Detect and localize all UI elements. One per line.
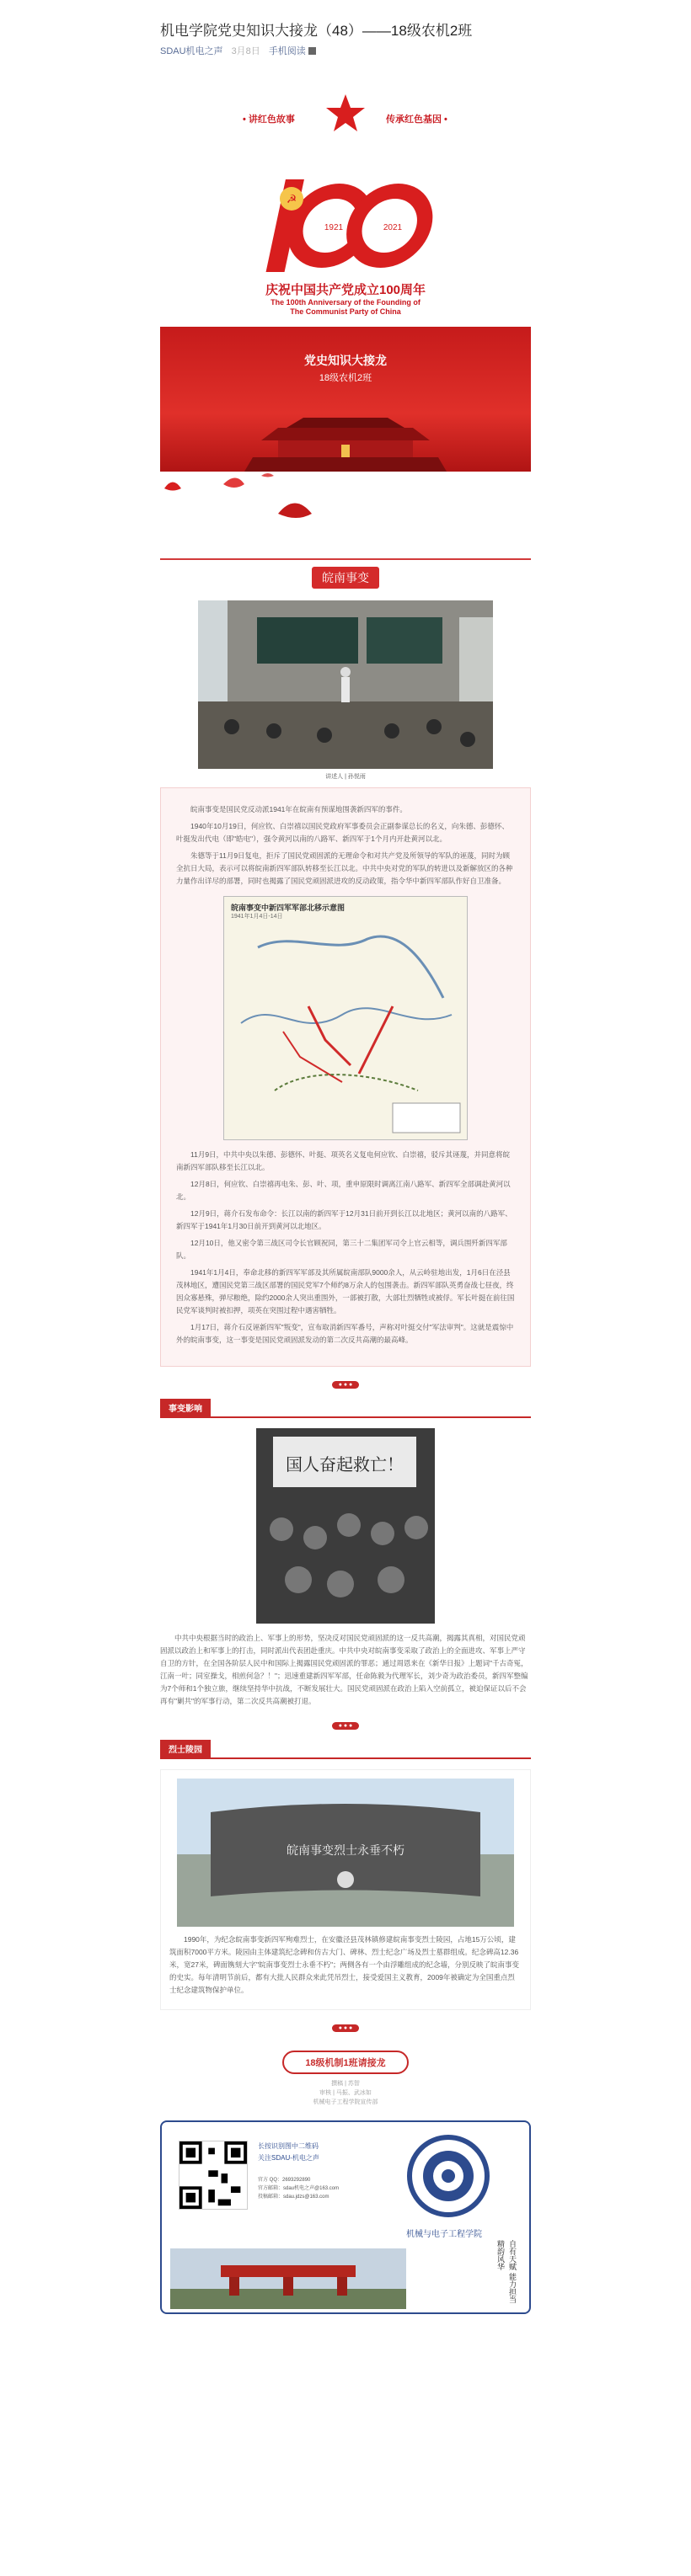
hundred-years-logo [261,175,438,276]
wannan-story-box [160,787,531,1367]
decorative-dots: ● ● ● [160,2019,531,2034]
svg-text:☭: ☭ [286,192,297,205]
year-left: 1921 [324,223,344,232]
tiananmen-gate-illustration [244,403,447,472]
paragraph: 11月9日，中共中央以朱德、彭德怀、叶挺、项英名义复电何应钦、白崇禧，驳斥其诬蔑，并同意将皖南新四军部队移至长江以北。 [176,1150,511,1171]
classroom-photo [198,600,493,769]
qr-code[interactable] [179,2141,248,2210]
contact-qq: 官方 QQ：2693292890 [258,2178,311,2183]
school-card [160,2120,531,2314]
contact-info [258,2176,339,2201]
paragraph: 中共中央根据当时的政治上、军事上的形势，坚决反对国民党顽固派的这一反共高潮，揭露其真相，对国民党顽固派以政治上和军事上的打击，同时派出代表团赴重庆。中共中央对皖南事变采取了政治上的全面进攻、军事上严守自卫的方针，在全国各阶层人民中和国际上揭露国民党顽固派的罪恶；通过周恩来在《新华日报》上题词"千古奇冤，江南一叶；同室操戈，相煎何急？！"；迅速重建新四军军部，任命陈毅为代理军长，刘少奇为政治委员，新四军整编为7个师和1个独立旅，继续坚持华中抗战，不断发展壮大。国民党顽固派在政治上陷入空前孤立，被迫保证以后不会再有"剿共"的军事行动，第二次反共高潮被打退。 [160,1634,528,1705]
paragraph: 朱德等于11月9日复电，拒斥了国民党顽固派的无理命令和对共产党及所领导的军队的诬蔑，同时为顾全抗日大局，表示可以将皖南新四军部队转移至长江以北。中共中央对党的军队的转进以及新解放区的各种力量作出详尽的部署，同时也揭露了国民党顽固派进攻的反动政策，指令华中新四军部队作好自卫准备。 [176,851,513,885]
paragraph: 12月8日，何应钦、白崇禧再电朱、彭、叶、项，重申原限时调离江南八路军、新四军全部调赴黄河以北。 [176,1180,511,1201]
protest-photo [256,1428,435,1624]
map-title: 皖南事变中新四军军部北移示意图 [231,904,346,912]
anniversary-title-cn: 庆祝中国共产党成立100周年 [265,283,426,297]
slogan-right: 传承红色基因 • [386,115,447,125]
map-subtitle: 1941年1月4日-14日 [231,914,283,920]
section-label-wannan: 皖南事变 [312,567,379,589]
credits [160,2079,531,2107]
troop-movement-map [223,896,468,1140]
section2-header [160,1399,531,1418]
paragraph: 1940年10月19日，何应钦、白崇禧以国民党政府军事委员会正副参谋总长的名义，向朱德、彭德怀、叶挺发出代电（即"皓电"），强令黄河以南的八路军、新四军于1个月内开赴黄河以北。 [176,822,509,843]
article-meta [160,44,316,57]
paragraph: 1月17日，蒋介石反诬新四军"叛变"，宣布取消新四军番号，声称对叶挺交付"军法审判"。这就是震惊中外的皖南事变，这一事变是国民党顽固派发动的第二次反共高潮的最高峰。 [176,1323,514,1344]
decorative-dots: ● ● ● [160,1716,531,1731]
slogan-left: • 讲红色故事 [243,115,295,125]
anniversary-en-line1: The 100th Anniversary of the Founding of [271,298,420,307]
mobile-read-link[interactable] [269,44,316,57]
decorative-dots: ● ● ● [160,1375,531,1390]
map-graphic [224,897,469,1141]
account-link[interactable]: SDAU机电之声 [160,46,223,56]
protest-sign: 国人奋起救亡！ [286,1454,404,1475]
doves-illustration [160,472,531,547]
banner-title: 党史知识大接龙 [304,354,387,367]
next-class-pill: 18级机制1班请接龙 [282,2051,409,2074]
article-title: 机电学院党史知识大接龙（48）——18级农机2班 [160,23,473,39]
campus-gate-photo [170,2248,406,2309]
school-name: 机械与电子工程学院 [406,2230,482,2239]
publish-date: 3月8日 [231,46,260,56]
credit-writer: 撰稿 | 苏智 [331,2081,360,2087]
banner-subtitle: 18级农机2班 [319,373,372,383]
year-right: 2021 [383,223,403,232]
memorial-box [160,1769,531,2010]
paragraph: 12月10日，他又密令第三战区司令长官顾祝同，第三十二集团军司令上官云相等，调兵围歼新四军部队。 [176,1239,507,1260]
paragraph: 1990年，为纪念皖南事变新四军殉难烈士，在安徽泾县茂林镇修建皖南事变烈士陵园，占地15万公顷，建筑面积7000平方米。陵园由主体建筑纪念碑和仿古大门、碑林、烈士纪念广场及烈士墓群组成。纪念碑高12.36米，宽27米，碑面镌刻大字"皖南事变烈士永垂不朽"；两侧各有一个由浮雕组成的纪念墙，分别反映了皖南事变的史实。每年清明节前后，都有大批人民群众来此凭吊烈士，接受爱国主义教育，2009年被确定为全国重点烈士纪念建筑物保护单位。 [169,1935,519,1994]
qr-code-icon [308,47,316,55]
contact-email: 官方邮箱：sdau机电之声@163.com [258,2186,340,2191]
paragraph: 1941年1月4日，奉命北移的新四军军部及其所属皖南部队9000余人，从云岭驻地出发，1月6日在泾县茂林地区，遭国民党第三战区部署的国民党军7个师约8万余人的包围袭击。新四军部队英勇奋战七昼夜，终因众寡悬殊，弹尽粮绝，除约2000余人突出重围外，一部被打散，大部壮烈牺牲或被俘。军长叶挺在前往国民党军谈判时被扣押，项英在突围过程中遇害牺牲。 [176,1268,515,1315]
article-content [160,74,531,2314]
paragraph: 12月9日，蒋介石发布命令：长江以南的新四军于12月31日前开到长江以北地区；黄河以南的八路军、新四军于1941年1月30日前开到黄河以北地区。 [176,1209,512,1230]
photo-caption: 讲述人 | 孙悦雨 [325,774,366,780]
paragraph: 皖南事变是国民党反动派1941年在皖南有预谋地围袭新四军的事件。 [190,805,407,813]
credit-dept: 机械电子工程学院宣传部 [313,2099,378,2105]
college-logo [406,2134,490,2218]
qr-instructions [258,2141,319,2164]
section-label-impact: 事变影响 [160,1399,211,1416]
anniversary-title-en [160,298,531,317]
school-motto: 自有天赋 能力担当 精韵风华 [495,2240,516,2303]
red-star-icon [324,93,367,135]
memorial-inscription: 皖南事变烈士永垂不朽 [287,1844,404,1858]
party-history-banner [160,327,531,472]
anniversary-banner [160,74,531,327]
section-divider [160,558,531,560]
memorial-photo [177,1779,514,1927]
contact-submit-email: 投稿邮箱：sdau.jdzs@163.com [258,2195,329,2200]
section1-label-wrap [160,567,531,589]
anniversary-en-line2: The Communist Party of China [290,307,401,316]
mobile-read-label: 手机阅读 [268,46,306,56]
qr-instruction-1: 长按识别图中二维码 [258,2142,319,2150]
credit-reviewers: 审核 | 马振、武冰如 [319,2090,372,2096]
section3-header [160,1740,531,1759]
section-label-cemetery: 烈士陵园 [160,1740,211,1757]
qr-instruction-2: 关注SDAU-机电之声 [258,2154,319,2162]
